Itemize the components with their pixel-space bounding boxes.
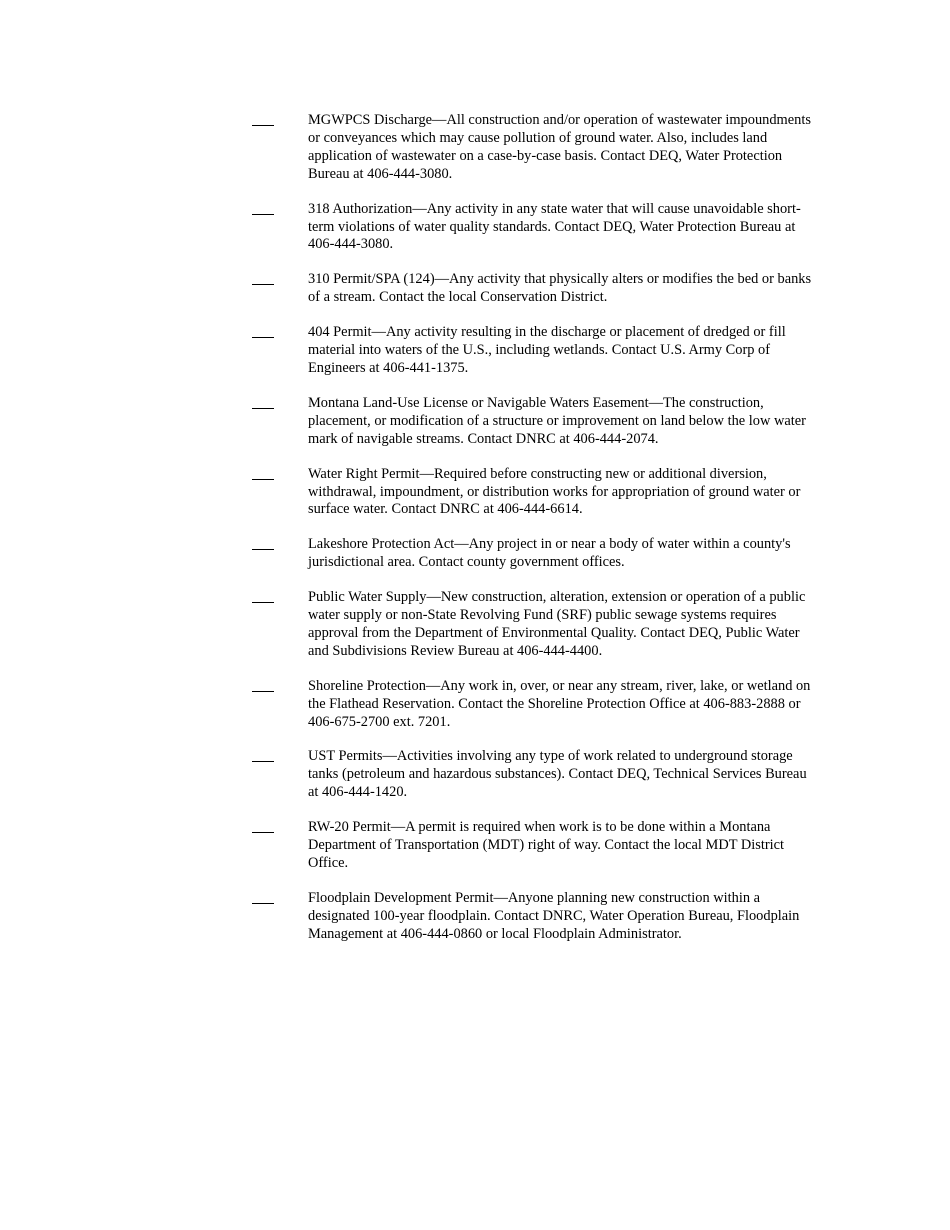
permit-item-floodplain-permit [252, 890, 812, 944]
permit-item-land-use-license [252, 395, 812, 449]
permit-item-shoreline-protection [252, 678, 812, 732]
permit-item-mgwpcs-discharge [252, 112, 812, 184]
checkbox-blank-line [252, 820, 274, 833]
permit-item-rw-20-permit [252, 819, 812, 873]
permit-description: 318 Authorization—Any activity in any state water that will cause unavoidable short-term violations of water quality standards. Contact DEQ, Water Protection Bureau at 406-444-3080. [308, 200, 801, 253]
permit-description: 404 Permit—Any activity resulting in the discharge or placement of dredged or fill material into waters of the U.S., including wetlands. Contact U.S. Army Corp of Engineers at 406-441-1375. [308, 324, 786, 376]
checkbox-blank-line [252, 467, 274, 480]
checkbox-blank-line [252, 891, 274, 904]
checkbox-blank-line [252, 679, 274, 692]
checkbox-blank-line [252, 113, 274, 126]
permit-item-318-authorization [252, 201, 812, 255]
permit-description: 310 Permit/SPA (124)—Any activity that physically alters or modifies the bed or banks of a stream. Contact the local Conservation District. [308, 271, 812, 306]
permit-item-404-permit [252, 324, 812, 378]
checkbox-blank-line [252, 749, 274, 762]
checkbox-blank-line [252, 272, 274, 285]
permit-description: Shoreline Protection—Any work in, over, or near any stream, river, lake, or wetland on the Flathead Reservation. Contact the Shoreline Protection Office at 406-883-2888 or 406-675-2700 ext. 7201. [308, 677, 811, 730]
checkbox-blank-line [252, 590, 274, 603]
permit-item-lakeshore-protection [252, 536, 812, 572]
permit-description: MGWPCS Discharge—All construction and/or operation of wastewater impoundments or conveyances which may cause pollution of ground water. Also, includes land application of wastewater on a case-by-case basis. Contact DEQ, Water Protection Bureau at 406-444-3080. [308, 112, 811, 182]
permit-description: Floodplain Development Permit—Anyone planning new construction within a designated 100-year floodplain. Contact DNRC, Water Operation Bureau, Floodplain Management at 406-444-0860 or local Floodplain Administrator. [308, 889, 800, 942]
permit-description: Montana Land-Use License or Navigable Waters Easement—The construction, placement, or modification of a structure or improvement on land below the low water mark of navigable streams. Contact DNRC at 406-444-2074. [308, 394, 806, 447]
checkbox-blank-line [252, 537, 274, 550]
permit-item-310-permit [252, 271, 812, 307]
permit-item-public-water-supply [252, 589, 812, 661]
permit-description: Public Water Supply—New construction, alteration, extension or operation of a public water supply or non-State Revolving Fund (SRF) public sewage systems requires approval from the Department of Environmental Quality. Contact DEQ, Public Water and Subdivisions Review Bureau at 406-444-4400. [308, 589, 806, 659]
permit-description: Water Right Permit—Required before constructing new or additional diversion, withdrawal, impoundment, or distribution works for appropriation of ground water or surface water. Contact DNRC at 406-444-6614. [308, 465, 801, 518]
permit-description: RW-20 Permit—A permit is required when work is to be done within a Montana Department of Transportation (MDT) right of way. Contact the local MDT District Office. [308, 819, 784, 871]
permit-description: Lakeshore Protection Act—Any project in or near a body of water within a county's jurisdictional area. Contact county government offices. [308, 536, 791, 571]
permit-checklist [252, 112, 812, 961]
checkbox-blank-line [252, 325, 274, 338]
checkbox-blank-line [252, 202, 274, 215]
permit-item-water-right-permit [252, 466, 812, 520]
permit-description: UST Permits—Activities involving any type of work related to underground storage tanks (petroleum and hazardous substances). Contact DEQ, Technical Services Bureau at 406-444-1420. [308, 748, 807, 801]
checkbox-blank-line [252, 396, 274, 409]
permit-item-ust-permits [252, 748, 812, 802]
